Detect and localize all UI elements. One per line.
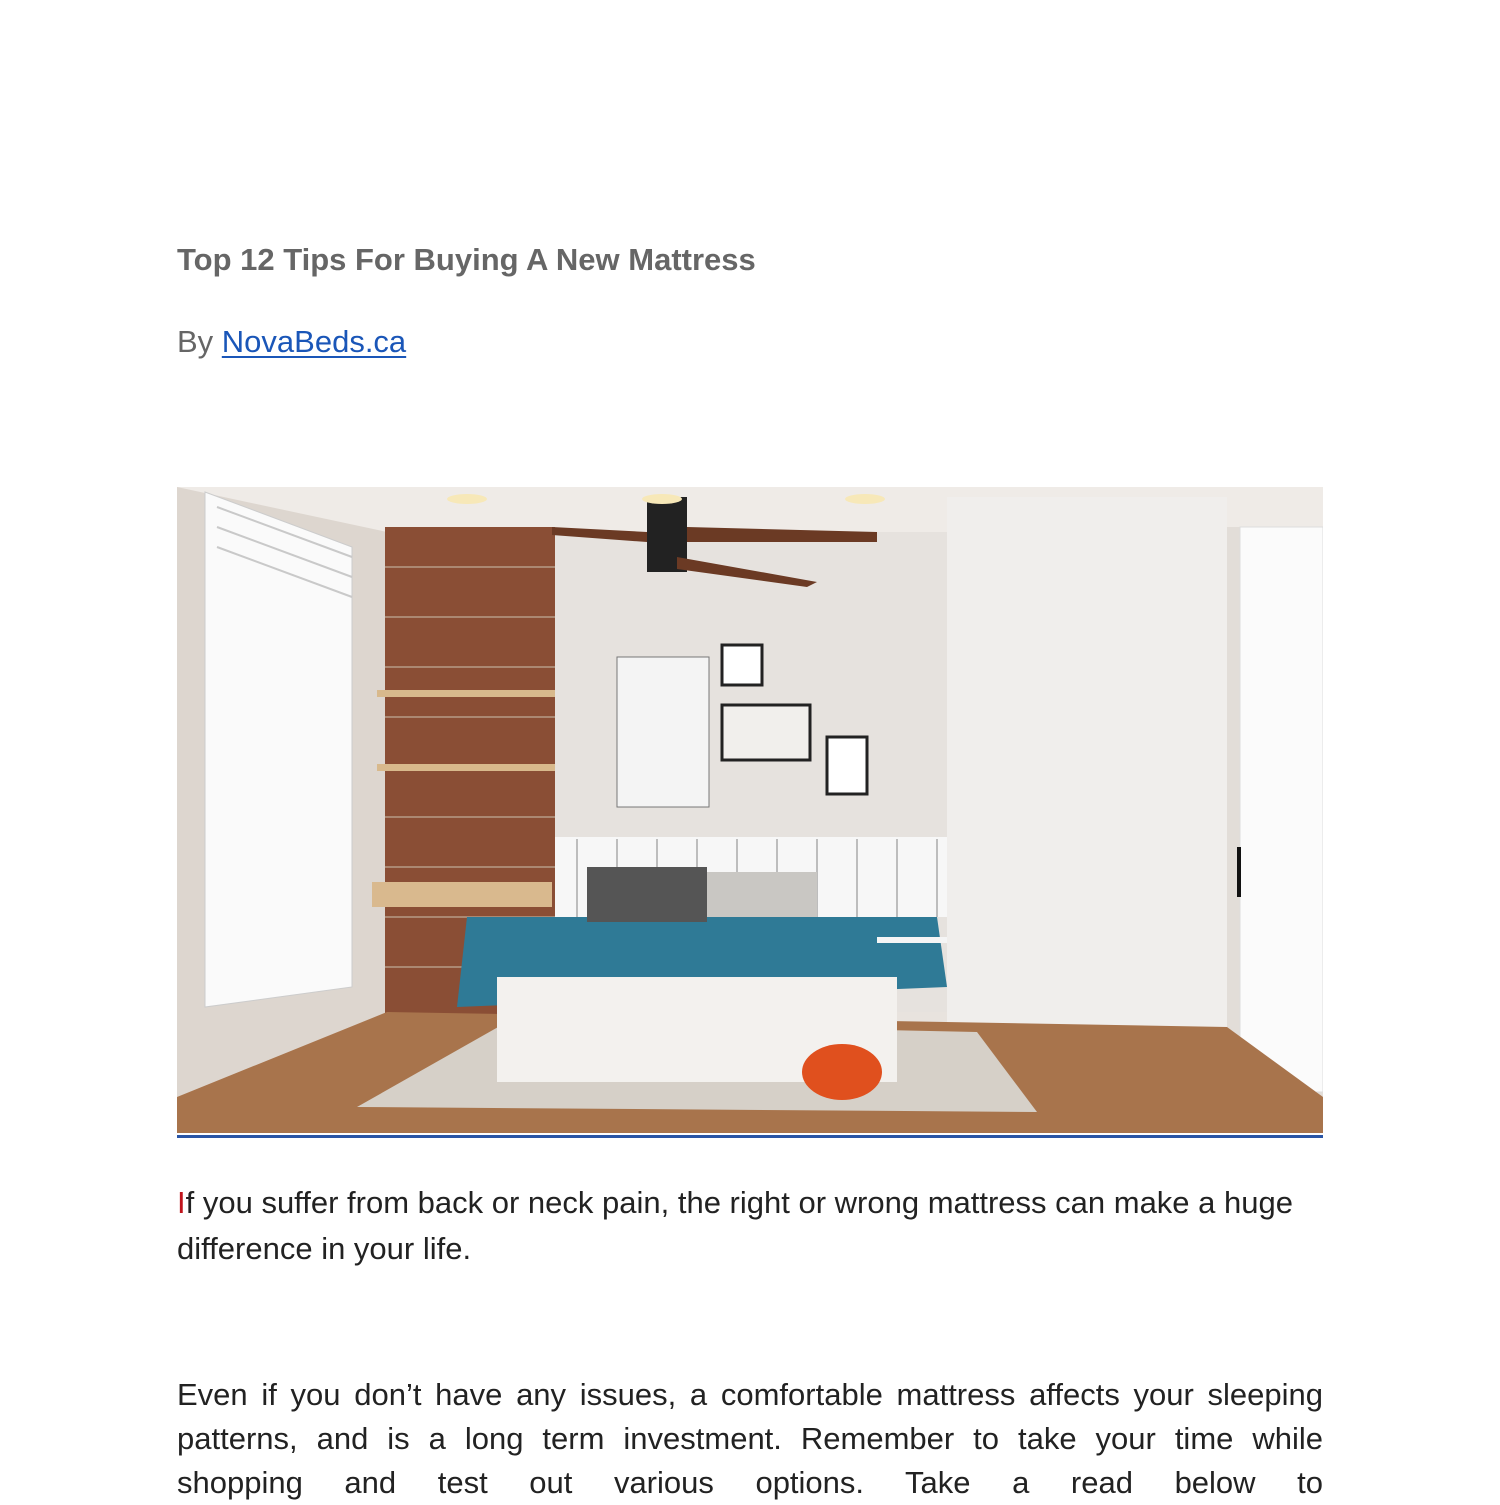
- byline: [177, 324, 406, 360]
- article-title: Top 12 Tips For Buying A New Mattress: [177, 242, 756, 277]
- body-paragraph: Even if you don’t have any issues, a comfortable mattress affects your sleeping patterns, and is a long term investment. Remember to take your time while shopping and test out various options. Take a read below to: [177, 1377, 1323, 1500]
- drop-cap: I: [177, 1185, 186, 1220]
- intro-paragraph: [177, 1180, 1323, 1272]
- image-underline-divider: [177, 1135, 1323, 1138]
- intro-paragraph-text: f you suffer from back or neck pain, the right or wrong mattress can make a huge difference in your life.: [177, 1185, 1293, 1266]
- byline-prefix: By: [177, 324, 222, 359]
- author-link[interactable]: NovaBeds.ca: [221, 324, 407, 359]
- bedroom-photo: [177, 487, 1323, 1133]
